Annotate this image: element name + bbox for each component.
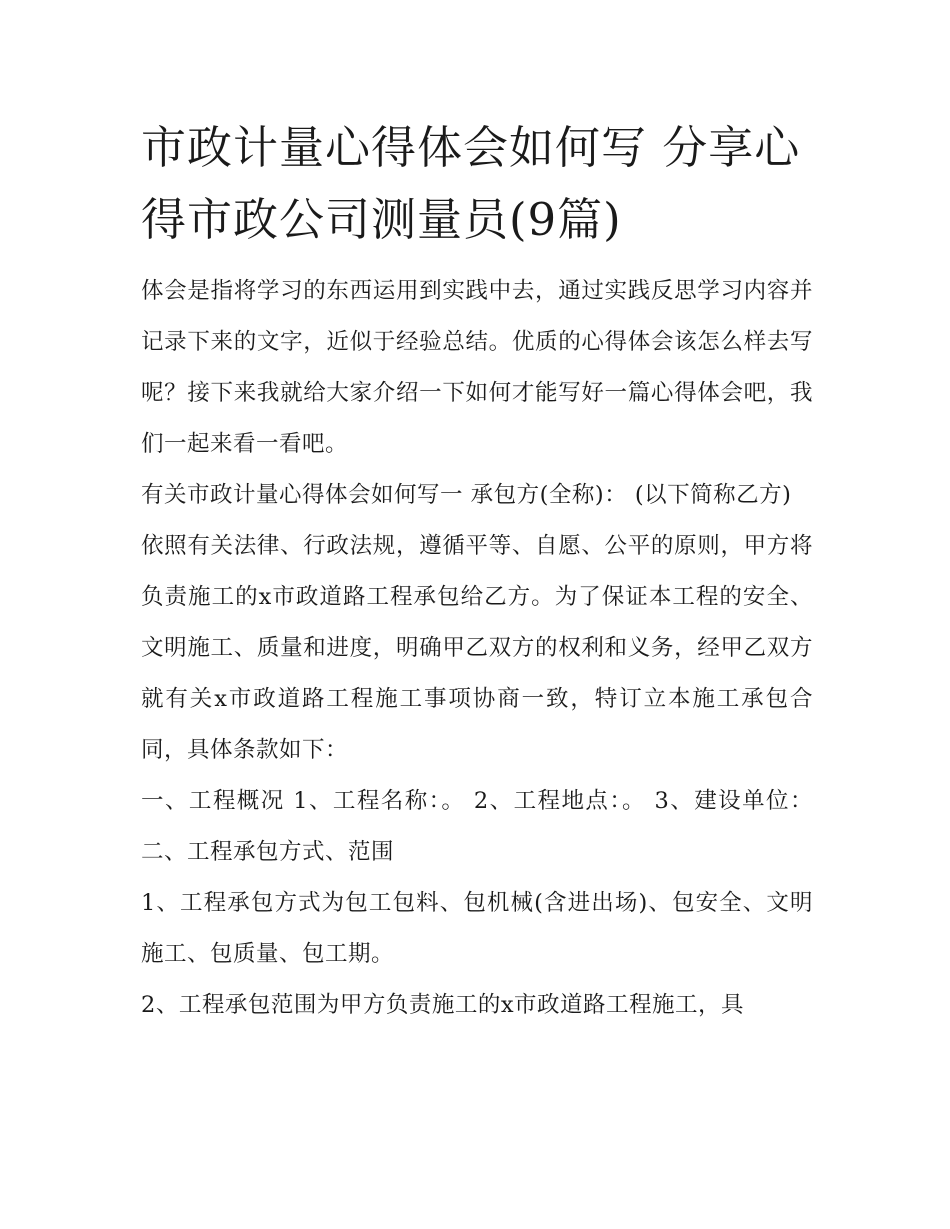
document-page	[141, 112, 813, 1031]
paragraph-contract-method: 1、工程承包方式为包工包料、包机械(含进出场)、包安全、文明施工、包质量、包工期。	[141, 890, 813, 967]
paragraph-contractor: 有关市政计量心得体会如何写一 承包方(全称)： (以下简称乙方)	[141, 482, 792, 508]
paragraph-preamble: 依照有关法律、行政法规，遵循平等、自愿、公平的原则，甲方将负责施工的x市政道路工程承包给乙方。为了保证本工程的安全、文明施工、质量和进度，明确甲乙双方的权利和义务，经甲乙双方就有关x市政道路工程施工事项协商一致，特订立本施工承包合同，具体条款如下：	[141, 533, 813, 763]
paragraph-project-overview: 一、工程概况 1、工程名称：。 2、工程地点：。 3、建设单位： 二、工程承包方式、范围	[141, 788, 813, 865]
paragraph-contract-scope: 2、工程承包范围为甲方负责施工的x市政道路工程施工，具	[141, 992, 745, 1018]
paragraph-intro: 体会是指将学习的东西运用到实践中去，通过实践反思学习内容并记录下来的文字，近似于经验总结。优质的心得体会该怎么样去写呢？接下来我就给大家介绍一下如何才能写好一篇心得体会吧，我们一起来看一看吧。	[141, 278, 813, 457]
document-title: 市政计量心得体会如何写 分享心得市政公司测量员(9篇)	[141, 121, 801, 246]
